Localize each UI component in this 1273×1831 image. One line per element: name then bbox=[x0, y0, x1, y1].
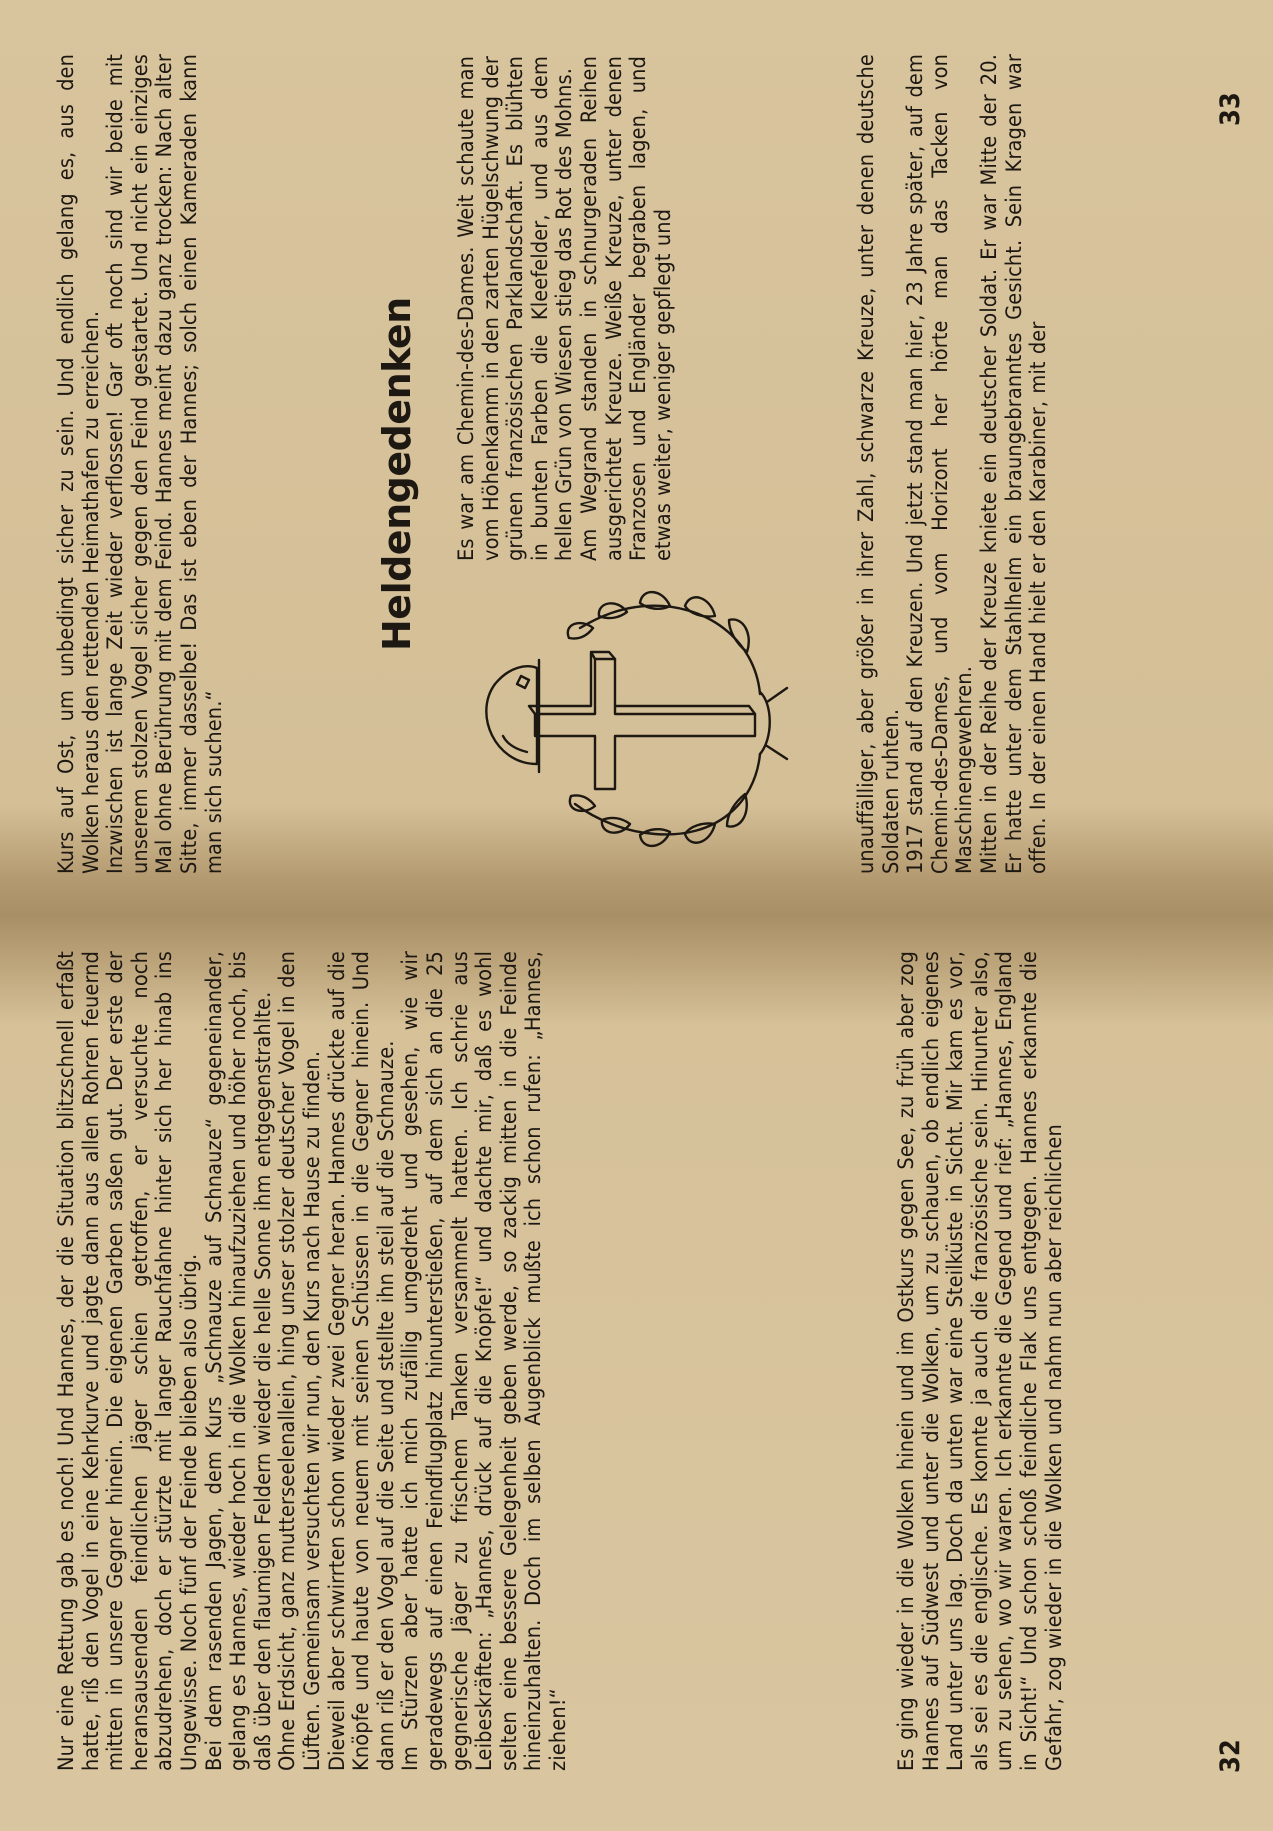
paragraph: Nur eine Rettung gab es noch! Und Hannes, der die Situation blitzschnell erfaßt hatte, riß den Vogel in eine Kehrkurve und jagte dann aus allen Rohren feuernd mitten in unsere Gegner hinein. Die eigenen Garben saßen gut. Der erste der heransausenden feindlichen Jäger schien getroffen, er versuchte noch abzudrehen, doch er stürzte mit langer Rauchfahne hinter sich her hinab ins Ungewisse. Noch fünf der Feinde blieben also übrig. bbox=[54, 951, 202, 1771]
right-text-block-1 bbox=[55, 54, 227, 874]
left-text-block-1 bbox=[55, 951, 571, 1771]
paragraph: Ohne Erdsicht, ganz mutterseelenallein, hing unser stolzer deutscher Vogel in den Lüften. Gemeinsam versuchten wir nun, den Kurs nach Hause zu finden. bbox=[275, 951, 325, 1771]
left-text-block-2 bbox=[895, 951, 1067, 1771]
paragraph: Es war am Chemin-des-Dames. Weit schaute man vom Höhenkamm in den zarten Hügelschwung der grünen französischen Parklandschaft. Es blühten in bunten Farben die Kleefelder, und aus dem hellen Grün von Wiesen stieg das Rot des Mohns. bbox=[454, 56, 578, 561]
paragraph: Dieweil aber schwirrten schon wieder zwei Gegner heran. Hannes drückte auf die Knöpfe und haute von neuem mit seinen Schüssen in die Gegner hinein. Und dann riß er den Vogel auf die Seite und stellte ihn steil auf die Schnauze. bbox=[324, 951, 399, 1771]
paragraph: Kurs auf Ost, um unbedingt sicher zu sein. Und endlich gelang es, aus den Wolken heraus den rettenden Heimathafen zu erreichen. bbox=[54, 54, 104, 874]
section-heading: Heldengedenken bbox=[375, 297, 419, 651]
page-number: 33 bbox=[1215, 92, 1246, 126]
right-text-block-2 bbox=[455, 56, 676, 561]
right-text-block-3 bbox=[855, 54, 1052, 874]
cross-shape bbox=[535, 659, 755, 789]
paragraph: Es ging wieder in die Wolken hinein und im Ostkurs gegen See, zu früh aber zog Hannes auf Südwest und unter die Wolken, um zu schauen, ob endlich eigenes Land unter uns lag. Doch da unten war eine Steilküste in Sicht. Mir kam es vor, als sei es die englische. Es konnte ja auch die französische sein. Hinunter also, um zu sehen, wo wir waren. Ich erkannte die Gegend und rief: „Hannes, England in Sicht!“ Und schon schoß feindliche Flak uns entgegen. Hannes erkannte die Gefahr, zog wieder in die Wolken und nahm nun aber reichlichen bbox=[894, 951, 1067, 1771]
paragraph: 1917 stand auf den Kreuzen. Und jetzt stand man hier, 23 Jahre später, auf dem Chemin-des-Dames, und vom Horizont her hörte man das Tacken von Maschinengewehren. bbox=[903, 54, 978, 874]
paragraph: Bei dem rasenden Jagen, dem Kurs „Schnauze auf Schnauze“ gegeneinander, gelang es Hannes, wieder hoch in die Wolken hinaufzuziehen und höher noch, bis daß über den flaumigen Feldern wieder die helle Sonne ihm entgegenstrahlte. bbox=[201, 951, 276, 1771]
page-left bbox=[0, 916, 1273, 1831]
paragraph: Am Wegrand standen in schnurgeraden Reihen ausgerichtet Kreuze. Weiße Kreuze, unter denen Franzosen und Engländer begraben lagen, und etwas weiter, weniger gepflegt und bbox=[576, 56, 676, 561]
paragraph: Mitten in der Reihe der Kreuze kniete ein deutscher Soldat. Er war Mitte der 20. Er hatte unter dem Stahlhelm ein braungebranntes Gesicht. Sein Kragen war offen. In der einen Hand hielt er den Karabiner, mit der bbox=[976, 54, 1052, 874]
paragraph: unauffälliger, aber größer in ihrer Zahl, schwarze Kreuze, unter denen deutsche Soldaten ruhten. bbox=[854, 54, 904, 874]
cross-helmet-wreath-drawing bbox=[455, 564, 795, 864]
page-number: 32 bbox=[1215, 1739, 1246, 1773]
paragraph: Im Stürzen aber hatte ich mich zufällig umgedreht und gesehen, wie wir geradewegs auf einen Feindflugplatz hinunterstießen, auf dem sich an die 25 gegnerische Jäger zu frischem Tanken versammelt hatten. Ich schrie aus Leibeskräften: „Hannes, drück auf die Knöpfe!“ und dachte mir, daß es wohl selten eine bessere Gelegenheit geben werde, so zackig mitten in die Feinde hineinzuhalten. Doch im selben Augenblick mußte ich schon rufen: „Hannes, ziehen!“ bbox=[398, 951, 571, 1771]
paragraph: Inzwischen ist lange Zeit wieder verflossen! Gar oft noch sind wir beide mit unserem stolzen Vogel sicher gegen den Feind gestartet. Und nicht ein einziges Mal ohne Berührung mit dem Feind. Hannes meint dazu ganz trocken: Nach alter Sitte, immer dasselbe! Das ist eben der Hannes; solch einen Kameraden kann man sich suchen.“ bbox=[103, 54, 227, 874]
